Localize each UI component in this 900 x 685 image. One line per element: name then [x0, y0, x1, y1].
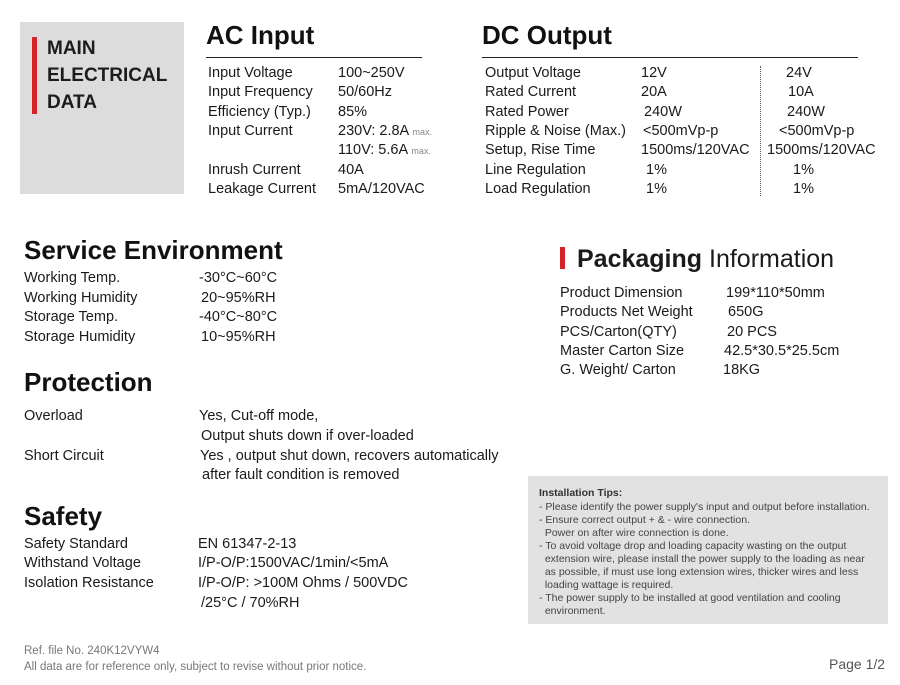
ac-value: 5mA/120VAC: [338, 181, 425, 197]
dc-output-rule: [482, 57, 858, 58]
dc-label: Setup, Rise Time: [485, 142, 596, 158]
tips-line: - Please identify the power supply's input and output before installation.: [539, 501, 870, 513]
packaging-title-bold: Packaging: [577, 245, 703, 273]
tips-line: Power on after wire connection is done.: [539, 527, 729, 539]
service-label: Working Temp.: [24, 270, 121, 286]
dc-value-24v: 1500ms/120VAC: [767, 142, 876, 158]
packaging-label: Product Dimension: [560, 285, 683, 301]
dc-value-12v: 20A: [641, 84, 667, 100]
service-label: Working Humidity: [24, 290, 138, 306]
packaging-value: 42.5*30.5*25.5cm: [724, 343, 840, 359]
main-box-line2: ELECTRICAL: [47, 65, 168, 86]
tips-line: as possible, if must use long extension wires, thicker wires and less: [539, 566, 859, 578]
ac-label: Input Current: [208, 123, 293, 139]
ac-value: 40A: [338, 162, 364, 178]
dc-value-24v: 24V: [786, 65, 812, 81]
ac-input-rule: [206, 57, 422, 58]
protection-value: Yes , output shut down, recovers automatically: [200, 448, 499, 464]
ac-label: Efficiency (Typ.): [208, 104, 311, 120]
safety-value: /25°C / 70%RH: [201, 595, 300, 611]
tips-line: - The power supply to be installed at good ventilation and cooling: [539, 592, 841, 604]
footer-ref: Ref. file No. 240K12VYW4: [24, 645, 160, 657]
ac-value: [338, 122, 432, 141]
main-box-title: [47, 35, 167, 116]
packaging-label: Master Carton Size: [560, 343, 685, 359]
packaging-title: [577, 245, 834, 274]
packaging-value: 18KG: [723, 362, 761, 378]
packaging-value: 20 PCS: [727, 324, 777, 340]
tips-line: extension wire, please install the power supply to the loading as near: [539, 553, 865, 565]
safety-label: Isolation Resistance: [24, 575, 154, 591]
page-number: Page 1/2: [829, 656, 886, 672]
protection-label-short-circuit: Short Circuit: [24, 448, 104, 464]
dc-value-12v: 12V: [641, 65, 667, 81]
ac-value: [338, 141, 431, 160]
dc-label: Rated Power: [485, 104, 569, 120]
service-value: 20~95%RH: [201, 290, 276, 306]
dc-value-24v: 1%: [793, 162, 814, 178]
ac-value-suffix: max.: [412, 127, 432, 137]
packaging-label: PCS/Carton(QTY): [560, 324, 677, 340]
service-value: 10~95%RH: [201, 329, 276, 345]
dc-value-12v: <500mVp-p: [643, 123, 719, 139]
protection-value: Yes, Cut-off mode,: [199, 408, 319, 424]
ac-input-title: AC Input: [206, 20, 315, 50]
safety-label: Safety Standard: [24, 536, 128, 552]
protection-value: after fault condition is removed: [202, 467, 400, 483]
dc-label: Rated Current: [485, 84, 577, 100]
service-value: -40°C~80°C: [199, 309, 278, 325]
service-environment-title: Service Environment: [24, 235, 283, 265]
main-box-line3: DATA: [47, 92, 97, 113]
ac-value: 50/60Hz: [338, 84, 393, 100]
dc-value-24v: 10A: [788, 84, 814, 100]
protection-title: Protection: [24, 367, 153, 397]
ac-value-text: 230V: 2.8A: [338, 123, 409, 139]
ac-label: Leakage Current: [208, 181, 317, 197]
ac-value-text: 110V: 5.6A: [338, 142, 408, 158]
dc-value-12v: 1%: [646, 181, 667, 197]
protection-label-overload: Overload: [24, 408, 83, 424]
tips-line: - To avoid voltage drop and loading capacity wasting on the output: [539, 540, 847, 552]
main-box-line1: MAIN: [47, 38, 96, 59]
ac-value: 85%: [338, 104, 368, 120]
packaging-label: G. Weight/ Carton: [560, 362, 676, 378]
safety-title: Safety: [24, 501, 103, 531]
dc-value-12v: 240W: [644, 104, 682, 120]
safety-value: I/P-O/P: >100M Ohms / 500VDC: [198, 575, 408, 591]
service-value: -30°C~60°C: [199, 270, 278, 286]
packaging-value: 199*110*50mm: [726, 285, 825, 301]
main-electrical-data-box: [20, 22, 184, 194]
ac-label: Input Voltage: [208, 65, 293, 81]
dc-output-title: DC Output: [482, 20, 612, 50]
ac-value-suffix: max.: [411, 146, 431, 156]
ac-label: Inrush Current: [208, 162, 301, 178]
packaging-value: 650G: [728, 304, 764, 320]
dc-value-12v: 1500ms/120VAC: [641, 142, 750, 158]
dc-label: Load Regulation: [485, 181, 591, 197]
dc-value-12v: 1%: [646, 162, 667, 178]
safety-value: EN 61347-2-13: [198, 536, 297, 552]
dc-label: Line Regulation: [485, 162, 586, 178]
dc-column-divider: [760, 66, 761, 196]
ac-value: 100~250V: [338, 65, 405, 81]
packaging-label: Products Net Weight: [560, 304, 693, 320]
dc-value-24v: 240W: [787, 104, 825, 120]
protection-value: Output shuts down if over-loaded: [201, 428, 414, 444]
tips-line: environment.: [539, 605, 606, 617]
safety-label: Withstand Voltage: [24, 555, 141, 571]
dc-label: Output Voltage: [485, 65, 581, 81]
installation-tips-box: [528, 476, 888, 624]
ac-label: Input Frequency: [208, 84, 313, 100]
service-label: Storage Temp.: [24, 309, 119, 325]
packaging-title-rest: Information: [702, 245, 835, 273]
footer-note: All data are for reference only, subject to revise without prior notice.: [24, 661, 367, 673]
tips-title: Installation Tips:: [539, 487, 623, 499]
dc-value-24v: <500mVp-p: [779, 123, 855, 139]
tips-line: - Ensure correct output + & - wire connection.: [539, 514, 750, 526]
packaging-accent-bar: [560, 247, 565, 269]
accent-bar: [32, 37, 37, 114]
dc-label: Ripple & Noise (Max.): [485, 123, 627, 139]
safety-value: I/P-O/P:1500VAC/1min/<5mA: [198, 555, 389, 571]
dc-value-24v: 1%: [793, 181, 814, 197]
service-label: Storage Humidity: [24, 329, 136, 345]
tips-line: loading wattage is required.: [539, 579, 674, 591]
